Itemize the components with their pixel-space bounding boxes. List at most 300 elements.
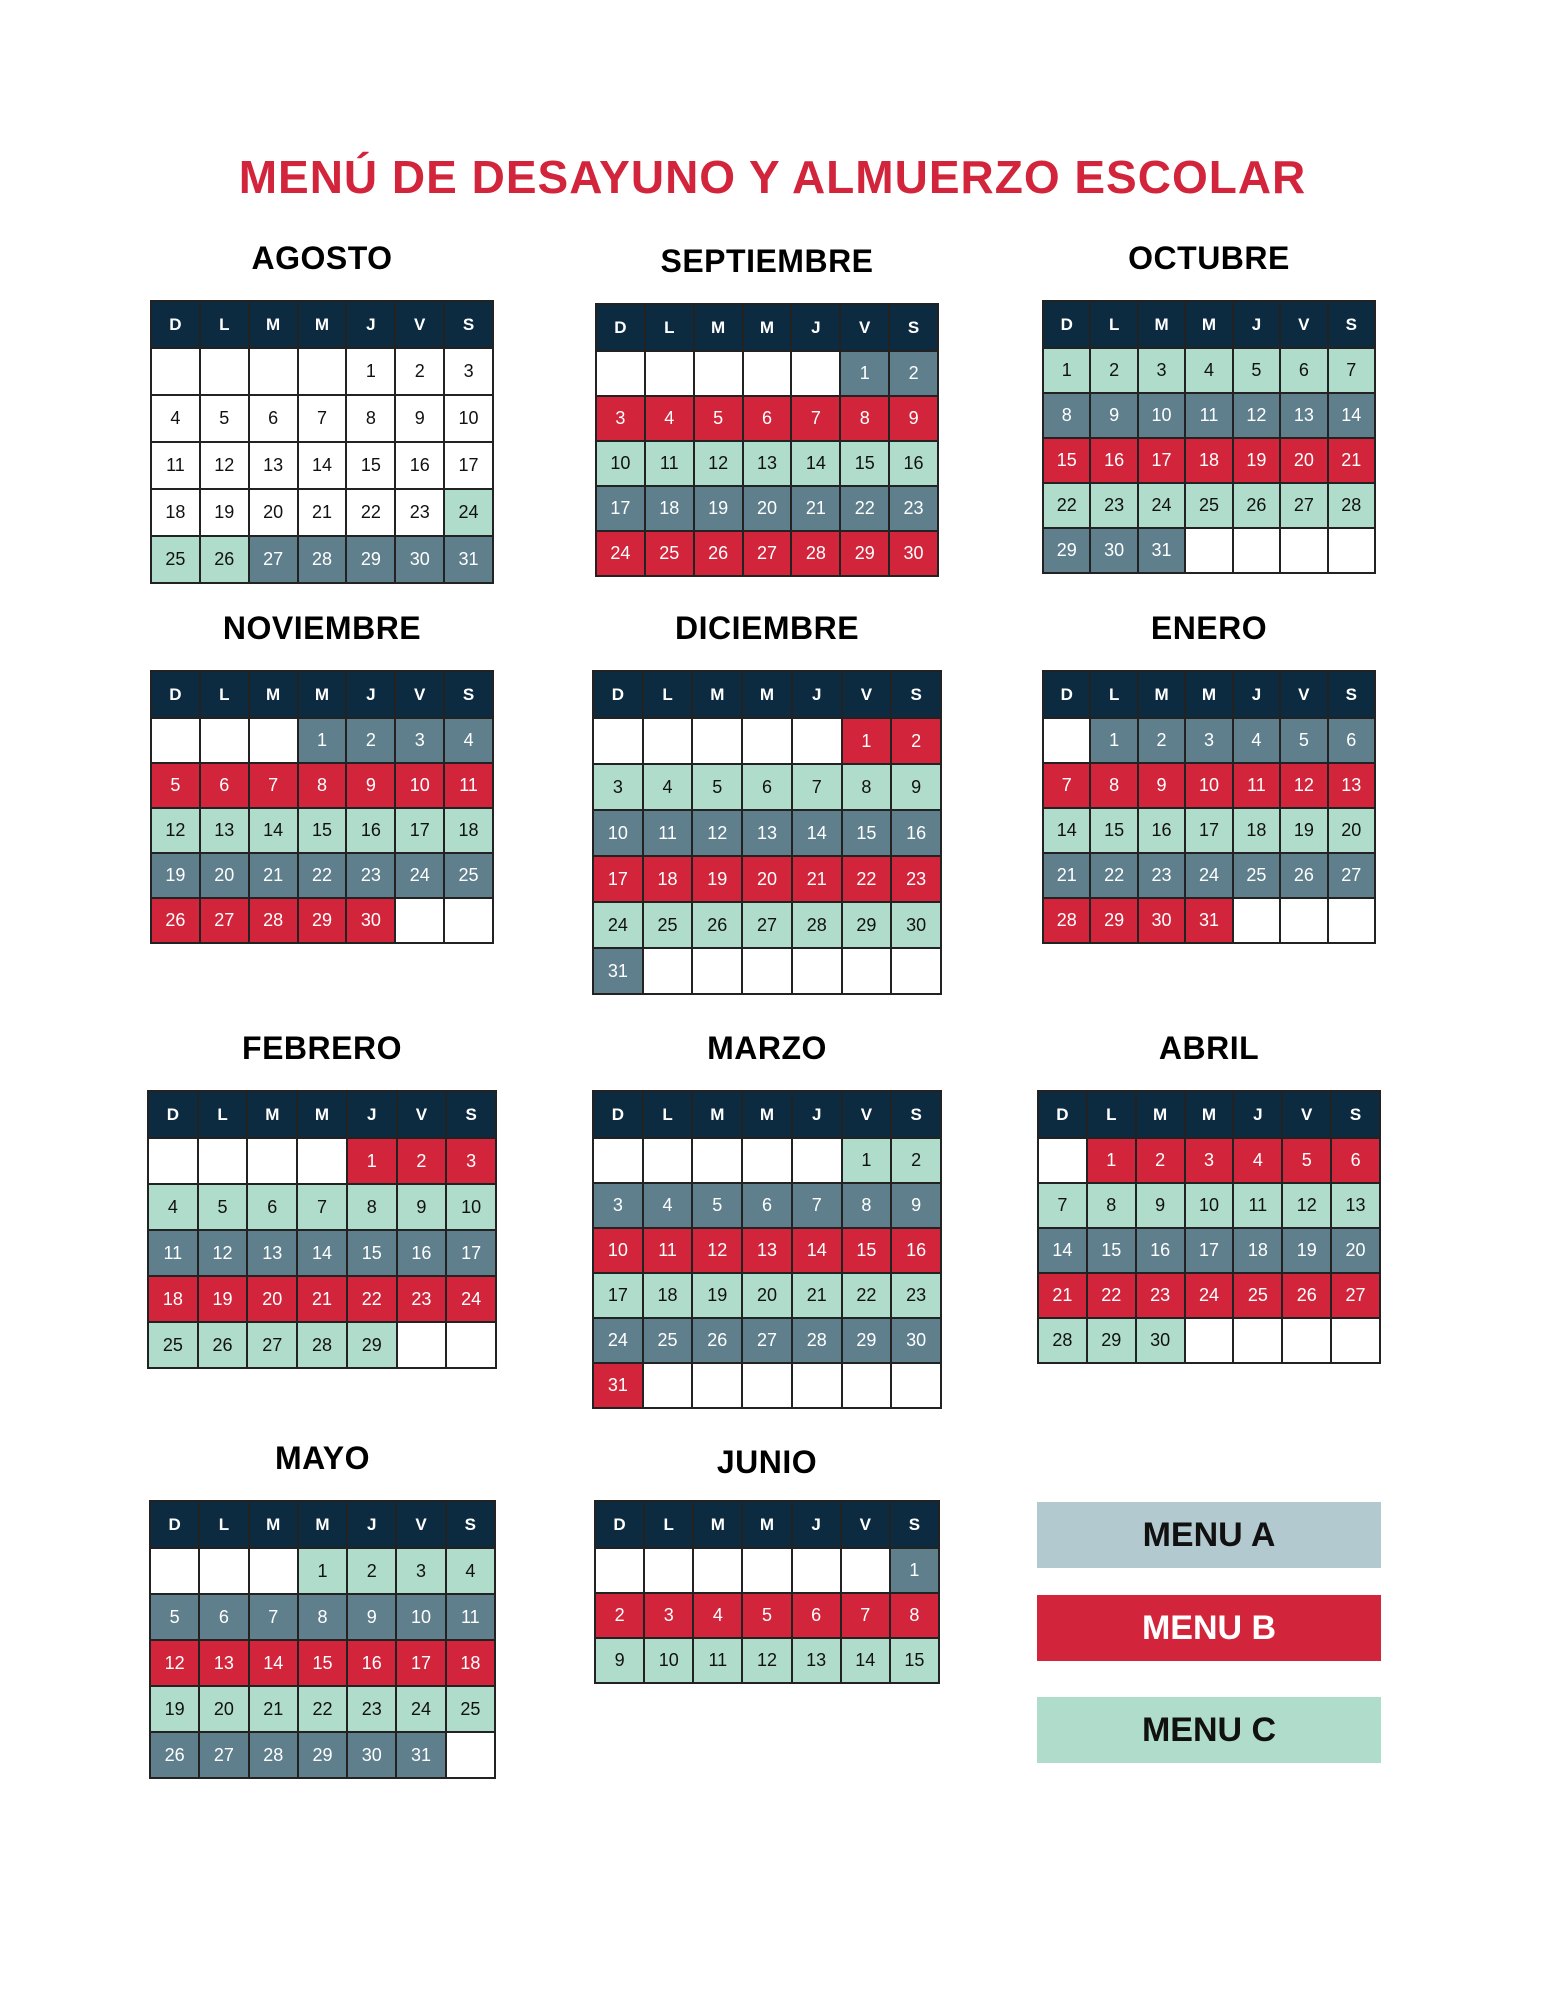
day-cell: 10: [1186, 764, 1233, 809]
day-cell: 29: [1091, 899, 1138, 944]
empty-cell: [200, 1549, 249, 1595]
day-cell: 3: [1186, 1139, 1235, 1184]
day-cell: 13: [1332, 1184, 1381, 1229]
day-cell: 1: [299, 719, 348, 764]
day-header: M: [1137, 1092, 1186, 1139]
day-cell: 11: [694, 1639, 743, 1684]
day-cell: 10: [594, 811, 644, 857]
day-cell: 2: [396, 349, 445, 396]
day-cell: 30: [348, 1733, 397, 1779]
day-header: V: [397, 1502, 446, 1549]
empty-cell: [743, 719, 793, 765]
day-cell: 13: [201, 809, 250, 854]
calendar-grid: [150, 300, 494, 584]
day-cell: 12: [151, 1641, 200, 1687]
day-cell: 6: [744, 397, 793, 442]
day-cell: 20: [1281, 439, 1328, 484]
day-cell: 12: [743, 1639, 792, 1684]
day-cell: 29: [841, 532, 890, 577]
day-header: D: [149, 1092, 199, 1139]
day-cell: 10: [445, 396, 494, 443]
day-header: D: [594, 672, 644, 719]
day-header: S: [891, 1502, 940, 1549]
month-septiembre: [595, 243, 939, 577]
day-header: S: [892, 672, 942, 719]
empty-cell: [1044, 719, 1091, 764]
day-cell: 7: [299, 396, 348, 443]
day-cell: 24: [1186, 854, 1233, 899]
day-cell: 21: [1044, 854, 1091, 899]
day-cell: 28: [793, 1319, 843, 1364]
day-cell: 1: [891, 1549, 940, 1594]
day-cell: 7: [793, 1184, 843, 1229]
day-header: J: [1234, 302, 1281, 349]
day-cell: 14: [298, 1231, 348, 1277]
day-cell: 30: [1091, 529, 1138, 574]
day-header: D: [151, 1502, 200, 1549]
day-cell: 27: [743, 1319, 793, 1364]
day-cell: 30: [892, 1319, 942, 1364]
day-header: D: [1044, 672, 1091, 719]
empty-cell: [151, 1549, 200, 1595]
day-cell: 21: [792, 487, 841, 532]
day-cell: 22: [1091, 854, 1138, 899]
day-cell: 24: [447, 1277, 497, 1323]
day-cell: 12: [1281, 764, 1328, 809]
day-cell: 1: [347, 349, 396, 396]
day-cell: 2: [398, 1139, 448, 1185]
day-cell: 7: [298, 1185, 348, 1231]
month-name: NOVIEMBRE: [222, 610, 422, 646]
day-cell: 23: [1137, 1274, 1186, 1319]
day-cell: 23: [890, 487, 939, 532]
empty-cell: [596, 1549, 645, 1594]
day-cell: 12: [152, 809, 201, 854]
day-cell: 21: [1329, 439, 1376, 484]
day-cell: 26: [693, 903, 743, 949]
empty-cell: [693, 1139, 743, 1184]
day-cell: 18: [152, 490, 201, 537]
day-cell: 25: [644, 1319, 694, 1364]
day-cell: 23: [348, 1687, 397, 1733]
day-cell: 5: [152, 764, 201, 809]
day-cell: 15: [841, 442, 890, 487]
day-header: V: [843, 1092, 893, 1139]
day-cell: 8: [1091, 764, 1138, 809]
day-cell: 8: [1088, 1184, 1137, 1229]
day-cell: 29: [347, 537, 396, 584]
day-cell: 22: [843, 857, 893, 903]
day-cell: 14: [1329, 394, 1376, 439]
month-agosto: [150, 240, 494, 584]
day-cell: 8: [299, 1595, 348, 1641]
day-header: L: [644, 672, 694, 719]
day-header: J: [348, 1092, 398, 1139]
day-cell: 19: [151, 1687, 200, 1733]
day-cell: 2: [892, 719, 942, 765]
day-cell: 27: [1281, 484, 1328, 529]
day-cell: 6: [743, 1184, 793, 1229]
empty-cell: [250, 1549, 299, 1595]
day-header: J: [793, 1502, 842, 1549]
day-cell: 4: [694, 1594, 743, 1639]
empty-cell: [248, 1139, 298, 1185]
day-cell: 8: [1044, 394, 1091, 439]
day-cell: 27: [201, 899, 250, 944]
day-cell: 23: [398, 1277, 448, 1323]
day-cell: 4: [152, 396, 201, 443]
day-cell: 25: [1186, 484, 1233, 529]
day-cell: 18: [149, 1277, 199, 1323]
empty-cell: [597, 352, 646, 397]
day-cell: 27: [250, 537, 299, 584]
day-cell: 16: [892, 811, 942, 857]
day-cell: 27: [1332, 1274, 1381, 1319]
day-cell: 25: [1234, 854, 1281, 899]
calendar-grid: [594, 1500, 940, 1684]
day-cell: 15: [1044, 439, 1091, 484]
day-cell: 16: [1139, 809, 1186, 854]
month-name: SEPTIEMBRE: [660, 243, 874, 279]
day-cell: 2: [1091, 349, 1138, 394]
day-cell: 25: [646, 532, 695, 577]
day-cell: 5: [199, 1185, 249, 1231]
day-cell: 9: [596, 1639, 645, 1684]
day-header: M: [298, 1092, 348, 1139]
day-cell: 25: [149, 1323, 199, 1369]
day-cell: 27: [248, 1323, 298, 1369]
day-cell: 10: [397, 1595, 446, 1641]
day-header: L: [1091, 302, 1138, 349]
day-cell: 31: [1186, 899, 1233, 944]
day-cell: 25: [447, 1687, 496, 1733]
empty-cell: [693, 719, 743, 765]
day-cell: 18: [445, 809, 494, 854]
month-name: JUNIO: [716, 1444, 818, 1480]
day-cell: 13: [200, 1641, 249, 1687]
day-cell: 16: [1137, 1229, 1186, 1274]
day-cell: 11: [646, 442, 695, 487]
day-cell: 28: [1039, 1319, 1088, 1364]
day-cell: 31: [594, 949, 644, 995]
empty-cell: [199, 1139, 249, 1185]
day-cell: 7: [250, 1595, 299, 1641]
day-cell: 20: [250, 490, 299, 537]
day-cell: 24: [397, 1687, 446, 1733]
day-cell: 28: [1044, 899, 1091, 944]
day-header: V: [842, 1502, 891, 1549]
day-cell: 13: [250, 443, 299, 490]
day-cell: 10: [594, 1229, 644, 1274]
empty-cell: [201, 719, 250, 764]
legend-label: MENU A: [1142, 1515, 1276, 1554]
empty-cell: [398, 1323, 448, 1369]
day-cell: 31: [397, 1733, 446, 1779]
legend-menu-a: [1037, 1502, 1381, 1568]
day-cell: 17: [594, 857, 644, 903]
day-cell: 10: [645, 1639, 694, 1684]
month-name: OCTUBRE: [1128, 240, 1290, 276]
day-cell: 3: [594, 1184, 644, 1229]
day-cell: 15: [299, 809, 348, 854]
day-header: S: [447, 1092, 497, 1139]
legend-menu-b: [1037, 1595, 1381, 1661]
day-header: M: [1186, 302, 1233, 349]
day-cell: 14: [250, 1641, 299, 1687]
empty-cell: [843, 1364, 893, 1409]
day-cell: 16: [348, 1641, 397, 1687]
empty-cell: [644, 949, 694, 995]
day-cell: 23: [892, 857, 942, 903]
legend-label: MENU C: [1141, 1710, 1277, 1749]
day-header: M: [743, 1092, 793, 1139]
empty-cell: [892, 1364, 942, 1409]
empty-cell: [1186, 529, 1233, 574]
day-cell: 22: [841, 487, 890, 532]
day-cell: 25: [445, 854, 494, 899]
day-header: M: [250, 302, 299, 349]
day-cell: 17: [447, 1231, 497, 1277]
day-cell: 2: [1139, 719, 1186, 764]
day-cell: 24: [594, 1319, 644, 1364]
day-cell: 12: [693, 811, 743, 857]
day-cell: 8: [891, 1594, 940, 1639]
empty-cell: [646, 352, 695, 397]
day-cell: 20: [743, 857, 793, 903]
empty-cell: [1281, 529, 1328, 574]
day-cell: 15: [1091, 809, 1138, 854]
day-cell: 9: [348, 1595, 397, 1641]
empty-cell: [152, 349, 201, 396]
day-cell: 29: [299, 1733, 348, 1779]
day-cell: 7: [842, 1594, 891, 1639]
day-cell: 10: [396, 764, 445, 809]
day-cell: 10: [447, 1185, 497, 1231]
month-name: DICIEMBRE: [674, 610, 860, 646]
day-cell: 6: [1329, 719, 1376, 764]
day-header: D: [596, 1502, 645, 1549]
empty-cell: [793, 949, 843, 995]
calendar-grid: [592, 670, 942, 995]
day-cell: 11: [149, 1231, 199, 1277]
day-cell: 4: [1234, 719, 1281, 764]
day-cell: 1: [348, 1139, 398, 1185]
day-header: J: [793, 1092, 843, 1139]
empty-cell: [843, 949, 893, 995]
day-cell: 31: [594, 1364, 644, 1409]
day-cell: 30: [890, 532, 939, 577]
day-cell: 23: [1139, 854, 1186, 899]
day-cell: 27: [744, 532, 793, 577]
day-cell: 3: [645, 1594, 694, 1639]
day-cell: 14: [792, 442, 841, 487]
day-header: S: [1329, 672, 1376, 719]
day-cell: 13: [793, 1639, 842, 1684]
day-cell: 9: [892, 765, 942, 811]
empty-cell: [149, 1139, 199, 1185]
day-cell: 8: [841, 397, 890, 442]
day-header: J: [347, 302, 396, 349]
day-cell: 4: [447, 1549, 496, 1595]
day-header: V: [841, 305, 890, 352]
day-cell: 21: [299, 490, 348, 537]
empty-cell: [594, 719, 644, 765]
empty-cell: [892, 949, 942, 995]
day-header: D: [594, 1092, 644, 1139]
month-junio: [594, 1444, 940, 1684]
day-cell: 14: [793, 1229, 843, 1274]
empty-cell: [693, 1364, 743, 1409]
day-cell: 18: [644, 857, 694, 903]
day-cell: 9: [398, 1185, 448, 1231]
day-cell: 11: [1234, 1184, 1283, 1229]
day-cell: 6: [1281, 349, 1328, 394]
day-header: M: [1186, 672, 1233, 719]
day-cell: 2: [1137, 1139, 1186, 1184]
day-cell: 28: [299, 537, 348, 584]
day-cell: 22: [299, 854, 348, 899]
day-cell: 5: [693, 765, 743, 811]
day-header: J: [347, 672, 396, 719]
empty-cell: [1329, 899, 1376, 944]
day-cell: 18: [447, 1641, 496, 1687]
month-mayo: [149, 1440, 496, 1779]
day-cell: 15: [891, 1639, 940, 1684]
day-cell: 18: [644, 1274, 694, 1319]
empty-cell: [644, 1364, 694, 1409]
day-cell: 22: [348, 1277, 398, 1323]
day-cell: 5: [1234, 349, 1281, 394]
empty-cell: [1186, 1319, 1235, 1364]
day-header: V: [398, 1092, 448, 1139]
day-cell: 24: [1139, 484, 1186, 529]
day-cell: 14: [299, 443, 348, 490]
day-cell: 2: [892, 1139, 942, 1184]
day-cell: 21: [250, 1687, 299, 1733]
day-header: M: [693, 1092, 743, 1139]
day-header: M: [1139, 672, 1186, 719]
day-cell: 22: [347, 490, 396, 537]
day-cell: 3: [1139, 349, 1186, 394]
day-cell: 28: [1329, 484, 1376, 529]
day-header: S: [1332, 1092, 1381, 1139]
day-cell: 1: [1091, 719, 1138, 764]
day-cell: 3: [597, 397, 646, 442]
day-cell: 13: [743, 811, 793, 857]
day-cell: 11: [644, 811, 694, 857]
empty-cell: [250, 349, 299, 396]
day-cell: 12: [695, 442, 744, 487]
day-cell: 19: [693, 1274, 743, 1319]
day-cell: 4: [644, 765, 694, 811]
month-name: ENERO: [1150, 610, 1268, 646]
day-cell: 23: [892, 1274, 942, 1319]
empty-cell: [694, 1549, 743, 1594]
day-cell: 15: [843, 1229, 893, 1274]
day-cell: 4: [445, 719, 494, 764]
day-cell: 29: [1044, 529, 1091, 574]
day-cell: 12: [1283, 1184, 1332, 1229]
month-noviembre: [150, 610, 494, 944]
empty-cell: [693, 949, 743, 995]
day-header: J: [792, 305, 841, 352]
empty-cell: [445, 899, 494, 944]
day-cell: 13: [744, 442, 793, 487]
day-cell: 21: [793, 1274, 843, 1319]
day-header: M: [299, 302, 348, 349]
calendar-grid: [1037, 1090, 1381, 1364]
calendar-grid: [150, 670, 494, 944]
day-cell: 19: [695, 487, 744, 532]
day-cell: 5: [201, 396, 250, 443]
day-cell: 20: [248, 1277, 298, 1323]
day-header: L: [200, 1502, 249, 1549]
day-cell: 10: [597, 442, 646, 487]
day-cell: 28: [792, 532, 841, 577]
day-cell: 2: [348, 1549, 397, 1595]
day-header: L: [1091, 672, 1138, 719]
day-header: M: [693, 672, 743, 719]
calendar-grid: [1042, 670, 1376, 944]
day-cell: 26: [151, 1733, 200, 1779]
day-header: S: [892, 1092, 942, 1139]
day-cell: 3: [1186, 719, 1233, 764]
day-cell: 21: [1039, 1274, 1088, 1319]
day-cell: 19: [693, 857, 743, 903]
empty-cell: [744, 352, 793, 397]
day-cell: 31: [1139, 529, 1186, 574]
day-header: S: [1329, 302, 1376, 349]
day-cell: 1: [1044, 349, 1091, 394]
day-header: J: [348, 1502, 397, 1549]
day-cell: 5: [743, 1594, 792, 1639]
day-cell: 8: [843, 765, 893, 811]
calendar-grid: [147, 1090, 497, 1369]
day-cell: 17: [396, 809, 445, 854]
empty-cell: [743, 1139, 793, 1184]
day-cell: 20: [201, 854, 250, 899]
day-cell: 21: [298, 1277, 348, 1323]
day-cell: 28: [250, 1733, 299, 1779]
day-cell: 1: [843, 1139, 893, 1184]
day-cell: 6: [743, 765, 793, 811]
empty-cell: [1234, 529, 1281, 574]
day-cell: 8: [347, 396, 396, 443]
day-header: M: [744, 305, 793, 352]
day-cell: 11: [447, 1595, 496, 1641]
day-cell: 6: [793, 1594, 842, 1639]
legend-label: MENU B: [1141, 1608, 1277, 1647]
day-cell: 9: [892, 1184, 942, 1229]
page-title: MENÚ DE DESAYUNO Y ALMUERZO ESCOLAR: [238, 151, 1307, 203]
day-header: M: [743, 672, 793, 719]
calendar-grid: [149, 1500, 496, 1779]
day-header: L: [646, 305, 695, 352]
day-cell: 14: [1039, 1229, 1088, 1274]
empty-cell: [645, 1549, 694, 1594]
day-cell: 7: [793, 765, 843, 811]
day-cell: 8: [348, 1185, 398, 1231]
day-header: M: [248, 1092, 298, 1139]
day-cell: 26: [1281, 854, 1328, 899]
day-cell: 11: [445, 764, 494, 809]
day-cell: 4: [149, 1185, 199, 1231]
day-cell: 16: [398, 1231, 448, 1277]
day-cell: 19: [152, 854, 201, 899]
day-header: L: [1088, 1092, 1137, 1139]
day-cell: 15: [348, 1231, 398, 1277]
day-cell: 7: [1039, 1184, 1088, 1229]
